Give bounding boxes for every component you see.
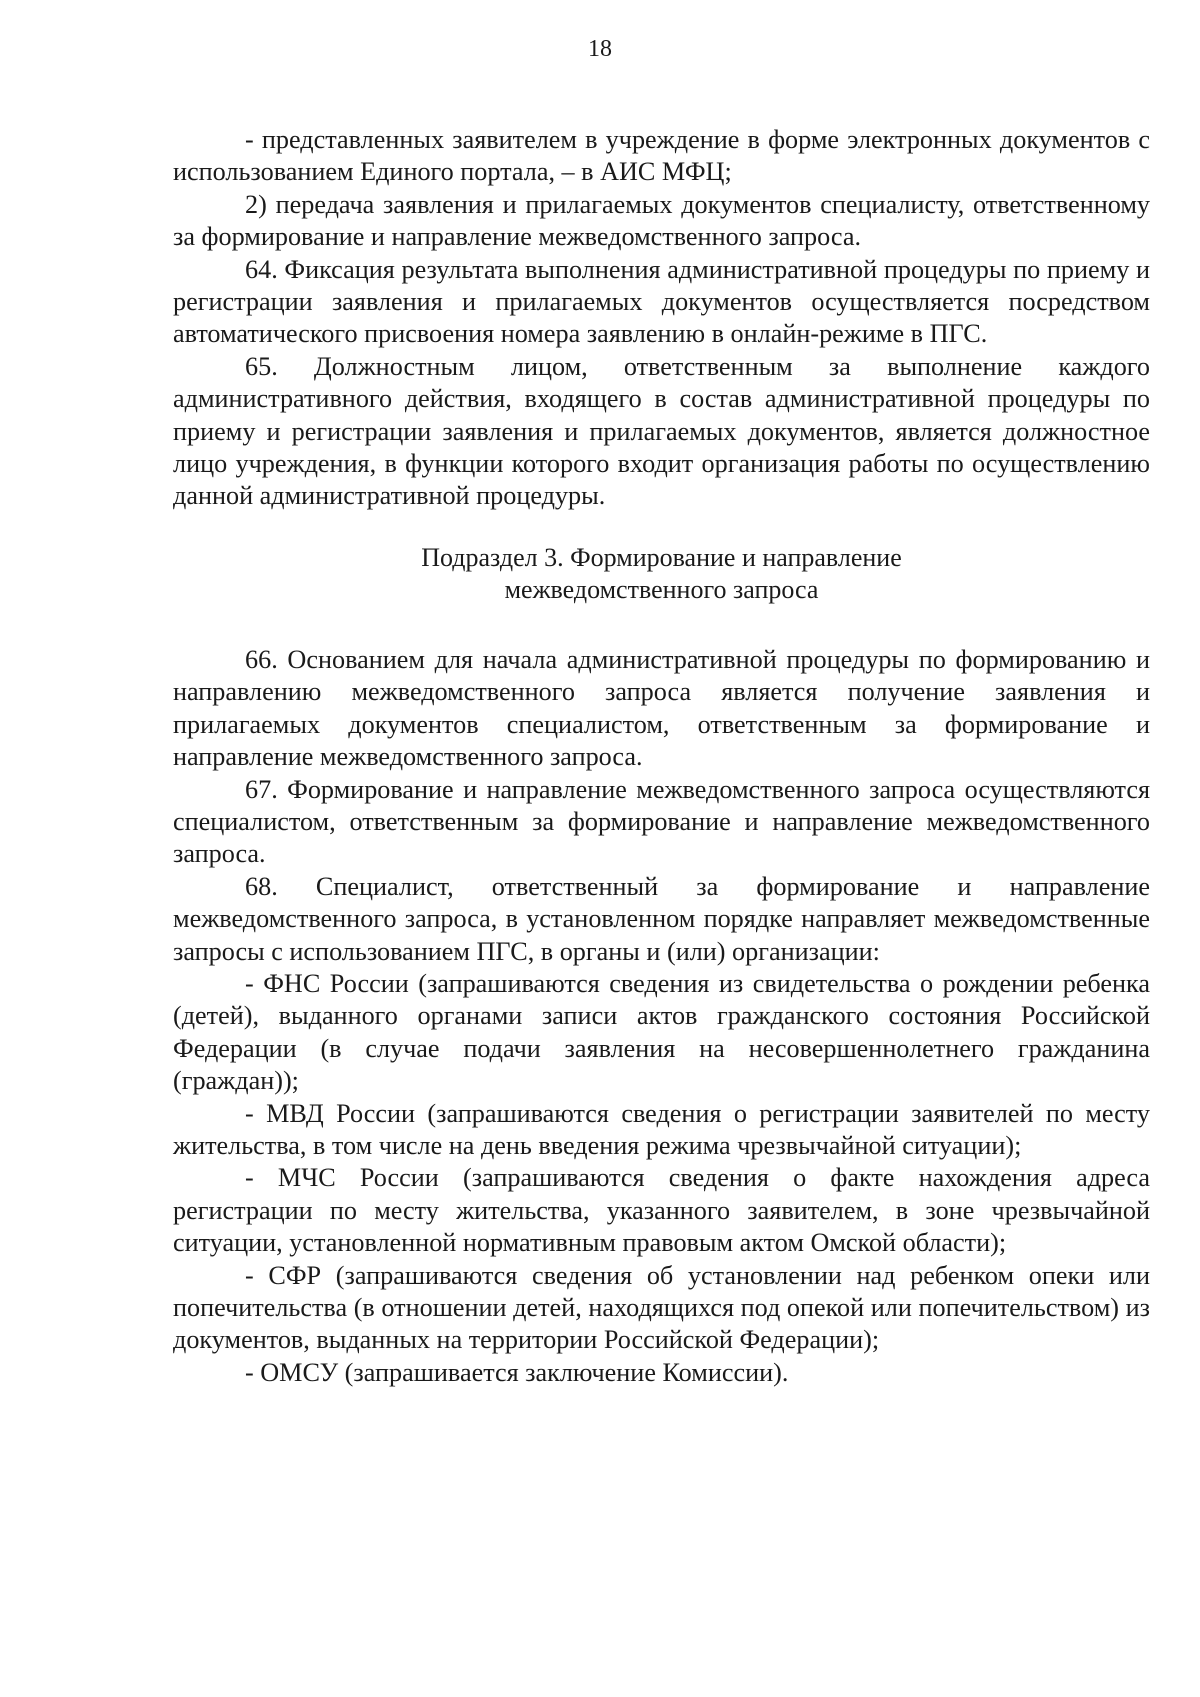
list-item-mchs: - МЧС России (запрашиваются сведения о факте нахождения адреса регистрации по месту жительства, указанного заявителем, в зоне чрезвычайной ситуации, установленной нормативным правовым актом Омской области); — [173, 1163, 1150, 1258]
list-item-fns: - ФНС России (запрашиваются сведения из свидетельства о рождении ребенка (детей), выданного органами записи актов гражданского состояния Российской Федерации (в случае подачи заявления на несовершеннолетнего гражданина (граждан)); — [173, 968, 1150, 1096]
paragraph-67: 67. Формирование и направление межведомственного запроса осуществляются специалистом, ответственным за формирование и направление межведомственного запроса. — [173, 774, 1150, 869]
list-item-sfr: - СФР (запрашиваются сведения об установлении над ребенком опеки или попечительства (в отношении детей, находящихся под опекой или попечительством) из документов, выданных на территории Российской Федерации); — [173, 1260, 1150, 1355]
subsection-heading — [173, 542, 1150, 606]
paragraph-transfer-to-specialist: 2) передача заявления и прилагаемых документов специалисту, ответственному за формирование и направление межведомственного запроса. — [173, 189, 1150, 252]
subsection-heading-line-2: межведомственного запроса — [504, 574, 819, 604]
paragraph-68: 68. Специалист, ответственный за формирование и направление межведомственного запроса, в установленном порядке направляет межведомственные запросы с использованием ПГС, в органы и (или) организации: — [173, 871, 1150, 966]
document-body — [173, 124, 1150, 1389]
subsection-heading-line-1: Подраздел 3. Формирование и направление — [421, 542, 902, 572]
paragraph-electronic-submission: - представленных заявителем в учреждение в форме электронных документов с использованием Единого портала, – в АИС МФЦ; — [173, 125, 1150, 187]
page-number: 18 — [588, 36, 612, 62]
paragraph-65: 65. Должностным лицом, ответственным за выполнение каждого административного действия, входящего в состав административной процедуры по приему и регистрации заявления и прилагаемых документов, является должностное лицо учреждения, в функции которого входит организация работы по осуществлению данной административной процедуры. — [173, 351, 1150, 511]
list-item-omsu: - ОМСУ (запрашивается заключение Комиссии). — [245, 1357, 789, 1387]
paragraph-66: 66. Основанием для начала административной процедуры по формированию и направлению межведомственного запроса является получение заявления и прилагаемых документов специалистом, ответственным за формирование и направление межведомственного запроса. — [173, 644, 1150, 772]
list-item-mvd: - МВД России (запрашиваются сведения о регистрации заявителей по месту жительства, в том числе на день введения режима чрезвычайной ситуации); — [173, 1098, 1150, 1160]
paragraph-64: 64. Фиксация результата выполнения административной процедуры по приему и регистрации заявления и прилагаемых документов осуществляется посредством автоматического присвоения номера заявлению в онлайн-режиме в ПГС. — [173, 254, 1150, 349]
